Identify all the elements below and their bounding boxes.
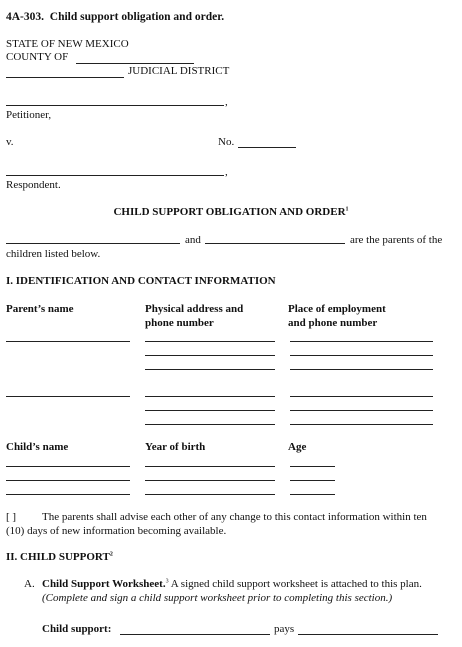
- col-header-employment-2: and phone number: [288, 317, 378, 329]
- child-2-age-input[interactable]: [290, 480, 335, 481]
- form-title: Child support obligation and order.: [49, 11, 225, 23]
- item-a-letter: A.: [24, 578, 35, 590]
- respondent-label: Respondent.: [6, 179, 61, 191]
- section-1-title: I. IDENTIFICATION AND CONTACT INFORMATION: [6, 275, 276, 287]
- case-number-field[interactable]: [238, 147, 296, 148]
- parents-line-2: children listed below.: [6, 248, 101, 260]
- petitioner-comma: ,: [225, 96, 228, 108]
- child-support-payer-field[interactable]: [120, 634, 270, 635]
- form-id: 4A-303.: [6, 11, 45, 23]
- parent-1-name-field[interactable]: [6, 243, 180, 244]
- advise-checkbox[interactable]: [ ]: [6, 511, 17, 523]
- parent-2-address-line-1[interactable]: [145, 396, 275, 397]
- child-2-year-input[interactable]: [145, 480, 275, 481]
- parent-1-name-input[interactable]: [6, 341, 130, 342]
- parents-suffix: are the parents of the: [350, 234, 443, 246]
- col-header-address-2: phone number: [145, 317, 214, 329]
- parent-1-employment-line-2[interactable]: [290, 355, 433, 356]
- section-2-title: [6, 551, 113, 564]
- footnote-1-marker: 1: [345, 206, 349, 213]
- respondent-comma: ,: [225, 166, 228, 178]
- parent-1-employment-line-1[interactable]: [290, 341, 433, 342]
- col-header-parent-name: Parent’s name: [6, 303, 74, 315]
- parent-1-address-line-1[interactable]: [145, 341, 275, 342]
- parents-and: and: [185, 234, 201, 246]
- child-1-name-input[interactable]: [6, 466, 130, 467]
- parent-2-address-line-3[interactable]: [145, 424, 275, 425]
- child-support-label: Child support:: [42, 623, 112, 635]
- petitioner-field[interactable]: [6, 105, 224, 106]
- section-2-title-text: II. CHILD SUPPORT: [6, 551, 110, 563]
- county-field[interactable]: [76, 63, 194, 64]
- case-number-label: No.: [218, 136, 235, 148]
- form-heading: [6, 11, 224, 25]
- child-support-payee-field[interactable]: [298, 634, 438, 635]
- footnote-2-marker: 2: [109, 551, 113, 558]
- child-1-age-input[interactable]: [290, 466, 335, 467]
- respondent-field[interactable]: [6, 175, 224, 176]
- parent-2-name-field[interactable]: [205, 243, 345, 244]
- document-title: [0, 206, 462, 219]
- parent-1-address-line-3[interactable]: [145, 369, 275, 370]
- item-a-text: A signed child support worksheet is attached to this plan.: [168, 578, 422, 590]
- col-header-employment-1: Place of employment: [288, 303, 386, 315]
- pays-label: pays: [274, 623, 295, 635]
- county-label: COUNTY OF: [6, 51, 69, 63]
- petitioner-label: Petitioner,: [6, 109, 52, 121]
- child-2-name-input[interactable]: [6, 480, 130, 481]
- parent-1-address-line-2[interactable]: [145, 355, 275, 356]
- versus-label: v.: [6, 136, 14, 148]
- col-header-child-name: Child’s name: [6, 441, 69, 453]
- state-caption: STATE OF NEW MEXICO: [6, 38, 129, 50]
- district-field[interactable]: [6, 77, 124, 78]
- child-3-name-input[interactable]: [6, 494, 130, 495]
- parent-2-address-line-2[interactable]: [145, 410, 275, 411]
- child-3-age-input[interactable]: [290, 494, 335, 495]
- col-header-address-1: Physical address and: [145, 303, 244, 315]
- item-a-instruction: (Complete and sign a child support worksheet prior to completing this section.): [42, 592, 393, 604]
- parent-2-employment-line-3[interactable]: [290, 424, 433, 425]
- child-3-year-input[interactable]: [145, 494, 275, 495]
- col-header-age: Age: [288, 441, 307, 453]
- parent-2-employment-line-2[interactable]: [290, 410, 433, 411]
- parent-2-employment-line-1[interactable]: [290, 396, 433, 397]
- col-header-year-of-birth: Year of birth: [145, 441, 206, 453]
- advise-text-line-2: (10) days of new information becoming available.: [6, 525, 227, 537]
- parent-1-employment-line-3[interactable]: [290, 369, 433, 370]
- footnote-3-marker: 3: [165, 578, 169, 585]
- parent-2-name-input[interactable]: [6, 396, 130, 397]
- document-title-text: CHILD SUPPORT OBLIGATION AND ORDER: [113, 206, 346, 218]
- child-1-year-input[interactable]: [145, 466, 275, 467]
- item-a-title: Child Support Worksheet.: [42, 578, 166, 590]
- district-label: JUDICIAL DISTRICT: [128, 65, 230, 77]
- advise-text-line-1: The parents shall advise each other of any change to this contact information within ten: [42, 511, 427, 523]
- item-a-line-1: [42, 578, 422, 591]
